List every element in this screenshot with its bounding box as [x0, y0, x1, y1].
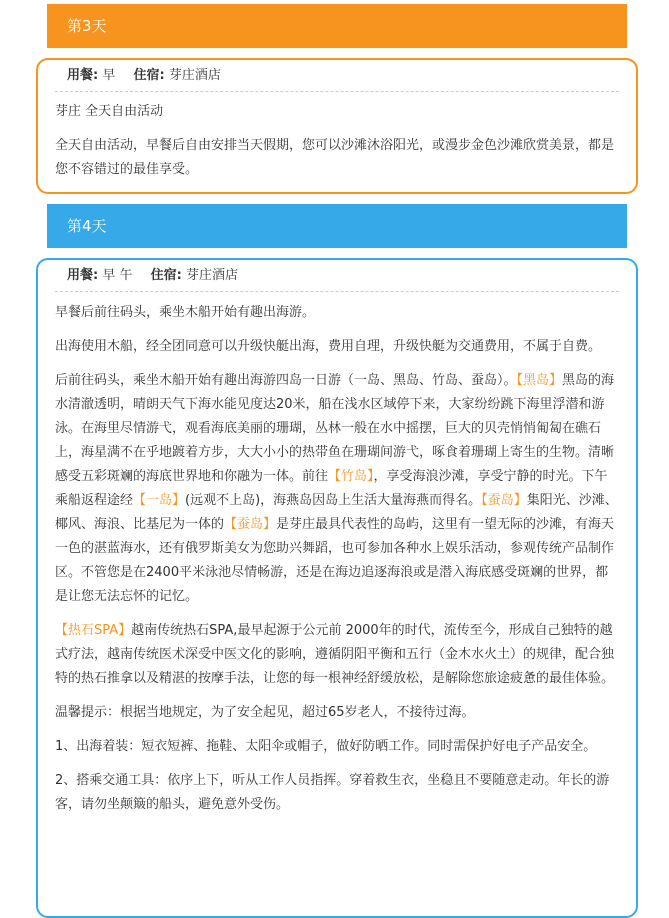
- day-3-box: [36, 58, 638, 194]
- intro-text: 后前往码头，乘坐木船开始有趣出海游四岛一日游（一岛、黑岛、竹岛、蚕岛）。: [55, 373, 517, 388]
- day-4-tip-2: 2、搭乘交通工具：依序上下，听从工作人员指挥。穿着救生衣，坐稳且不要随意走动。年长的游客，请勿坐颠簸的船头，避免意外受伤。: [55, 773, 610, 812]
- meal-label: 用餐:: [67, 268, 99, 283]
- day-4-header: [47, 204, 627, 248]
- day-4-box: [36, 258, 638, 918]
- day-3-header: [47, 4, 627, 48]
- day-4-tip-1: 1、出海着装：短衣短裤、拖鞋、太阳伞或帽子，做好防晒工作。同时需保护好电子产品安全。: [55, 739, 597, 754]
- first-island-text: (远观不上岛)，海燕岛因岛上生活大量海燕而得名。: [185, 493, 482, 508]
- day-3-title: 第3天: [67, 17, 107, 35]
- meal-label: 用餐:: [67, 68, 99, 83]
- stay-value: 芽庄酒店: [168, 68, 221, 83]
- day-3-paragraph-1: 芽庄 全天自由活动: [55, 104, 164, 119]
- highlight-hot-stone-spa: 【热石SPA】: [55, 623, 132, 638]
- highlight-bamboo-island: 【竹岛】: [328, 469, 374, 484]
- silk-island-text-b: 是芽庄最具代表性的岛屿，这里有一望无际的沙滩，有海天一色的湛蓝海水，还有俄罗斯美女为您助兴舞蹈，也可参加各种水上娱乐活动，参观传统产品制作区。不管您是在2400平米泳池尽情畅游，还是在海边追逐海浪或是潜入海底感受斑斓的世界，都是让您无法忘怀的记忆。: [55, 517, 615, 604]
- day-4-paragraph-4: [55, 619, 619, 691]
- stay-label: 住宿:: [133, 68, 165, 83]
- meal-value: 早 午: [102, 268, 133, 283]
- bamboo-island-text: ，享受海浪沙滩，享受宁静的时光。下午乘船返程途经: [55, 469, 608, 508]
- highlight-first-island: 【一岛】: [133, 493, 186, 508]
- day-4-paragraph-2: 出海使用木船，经全团同意可以升级快艇出海，费用自理，升级快艇为交通费用，不属于自费。: [55, 339, 602, 354]
- meal-value: 早: [102, 68, 116, 83]
- spa-text: 越南传统热石SPA,最早起源于公元前 2000年的时代，流传至今，形成自己独特的越式疗法，越南传统医术深受中医文化的影响，遵循阴阳平衡和五行（金木水火土）的规律，配合独特的热石推拿以及精湛的按摩手法，让您的每一根神经舒缓放松，是解除您旅途疲惫的最佳体验。: [55, 623, 615, 686]
- stay-value: 芽庄酒店: [185, 268, 238, 283]
- day-4-warm-tip: 温馨提示：根据当地规定，为了安全起见，超过65岁老人，不接待过海。: [55, 705, 475, 720]
- silk-island-text-a: 集阳光、沙滩、椰风、海浪、比基尼为一体的: [55, 493, 618, 532]
- day-3-paragraph-2: 全天自由活动，早餐后自由安排当天假期，您可以沙滩沐浴阳光，或漫步金色沙滩欣赏美景，都是您不容错过的最佳享受。: [55, 138, 615, 177]
- black-island-text: 黑岛的海水清澈透明，晴朗天气下海水能见度达20米，船在浅水区域停下来，大家纷纷跳下海里浮潜和游泳。在海里尽情游弋，观看海底美丽的珊瑚，丛林一般在水中摇摆，巨大的贝壳悄悄匍匐在礁石上，海星满不在乎地踱着方步，大大小小的热带鱼在珊瑚间游弋，啄食着珊瑚上寄生的生物。清晰感受五彩斑斓的海底世界地和你融为一体。前往: [55, 373, 615, 484]
- day-3-meal-line: [55, 60, 619, 92]
- day-4-meal-line: [55, 260, 619, 292]
- highlight-silk-island: 【蚕岛】: [481, 493, 527, 508]
- day-4-paragraph-3: [55, 369, 619, 609]
- day-4-paragraph-1: 早餐后前往码头，乘坐木船开始有趣出海游。: [55, 305, 316, 320]
- highlight-black-island: 【黑岛】: [516, 373, 563, 388]
- stay-label: 住宿:: [150, 268, 182, 283]
- highlight-silk-island-2: 【蚕岛】: [224, 517, 277, 532]
- day-4-title: 第4天: [67, 217, 107, 235]
